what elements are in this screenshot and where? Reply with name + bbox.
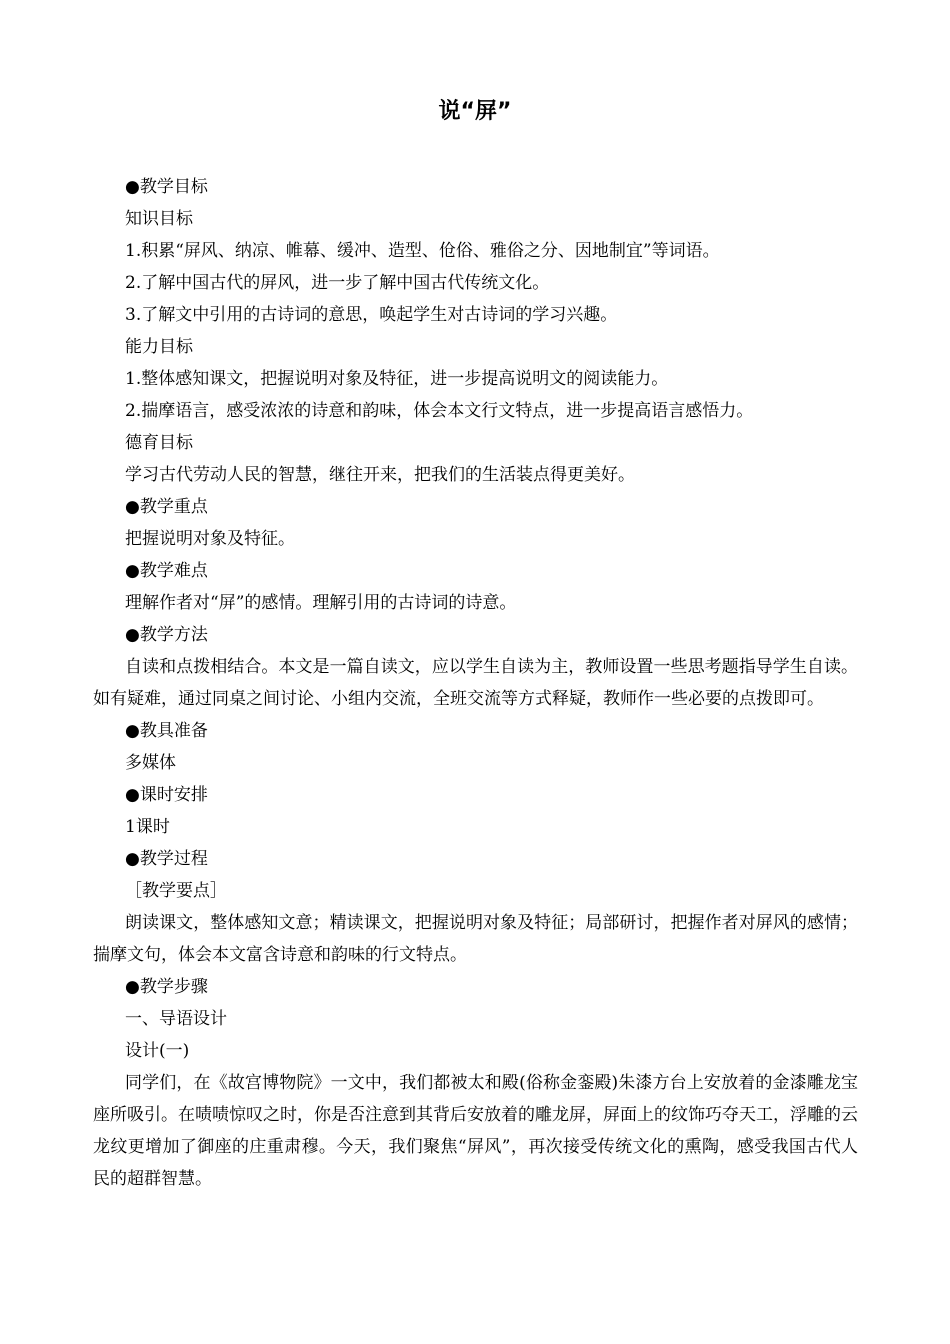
difficulties-text: 理解作者对“屏”的感情。理解引用的古诗词的诗意。	[125, 593, 517, 613]
materials-text: 多媒体	[125, 753, 176, 773]
section-heading-process: ●教学过程	[125, 849, 208, 869]
section-heading-materials: ●教具准备	[125, 721, 208, 741]
knowledge-goal-3: 3.了解文中引用的古诗词的意思，唤起学生对古诗词的学习兴趣。	[125, 305, 618, 325]
knowledge-goal-2: 2.了解中国古代的屏风，进一步了解中国古代传统文化。	[125, 273, 550, 293]
subheading-teaching-points: ［教学要点］	[125, 881, 227, 901]
subheading-design-one: 设计(一)	[125, 1041, 190, 1061]
subheading-moral-goals: 德育目标	[125, 433, 193, 453]
methods-text: 自读和点拨相结合。本文是一篇自读文，应以学生自读为主，教师设置一些思考题指导学生自读。如有疑难，通过同桌之间讨论、小组内交流，全班交流等方式释疑，教师作一些必要的点拨即可。	[93, 657, 858, 709]
subheading-intro-design: 一、导语设计	[125, 1009, 227, 1029]
section-heading-methods: ●教学方法	[125, 625, 208, 645]
intro-design-text: 同学们，在《故宫博物院》一文中，我们都被太和殿(俗称金銮殿)朱漆方台上安放着的金漆雕龙宝座所吸引。在啧啧惊叹之时，你是否注意到其背后安放着的雕龙屏，屏面上的纹饰巧夺天工，浮雕的云龙纹更增加了御座的庄重肃穆。今天，我们聚焦“屏风”，再次接受传统文化的熏陶，感受我国古代人民的超群智慧。	[93, 1073, 858, 1189]
section-heading-difficulties: ●教学难点	[125, 561, 208, 581]
teaching-points-text: 朗读课文，整体感知文意；精读课文，把握说明对象及特征；局部研讨，把握作者对屏风的感情；揣摩文句，体会本文富含诗意和韵味的行文特点。	[93, 913, 858, 965]
key-points-text: 把握说明对象及特征。	[125, 529, 295, 549]
document-title: 说“屏”	[438, 99, 512, 124]
document-body	[93, 171, 858, 1195]
section-heading-key-points: ●教学重点	[125, 497, 208, 517]
section-heading-schedule: ●课时安排	[125, 785, 208, 805]
section-heading-steps: ●教学步骤	[125, 977, 208, 997]
section-heading-teaching-goals: ●教学目标	[125, 177, 208, 197]
knowledge-goal-1: 1.积累“屏风、纳凉、帷幕、缓冲、造型、伧俗、雅俗之分、因地制宜”等词语。	[125, 241, 720, 261]
ability-goal-2: 2.揣摩语言，感受浓浓的诗意和韵味，体会本文行文特点，进一步提高语言感悟力。	[125, 401, 754, 421]
subheading-knowledge-goals: 知识目标	[125, 209, 193, 229]
schedule-text: 1课时	[125, 817, 170, 837]
ability-goal-1: 1.整体感知课文，把握说明对象及特征，进一步提高说明文的阅读能力。	[125, 369, 669, 389]
subheading-ability-goals: 能力目标	[125, 337, 193, 357]
moral-goal-text: 学习古代劳动人民的智慧，继往开来，把我们的生活装点得更美好。	[125, 465, 635, 485]
